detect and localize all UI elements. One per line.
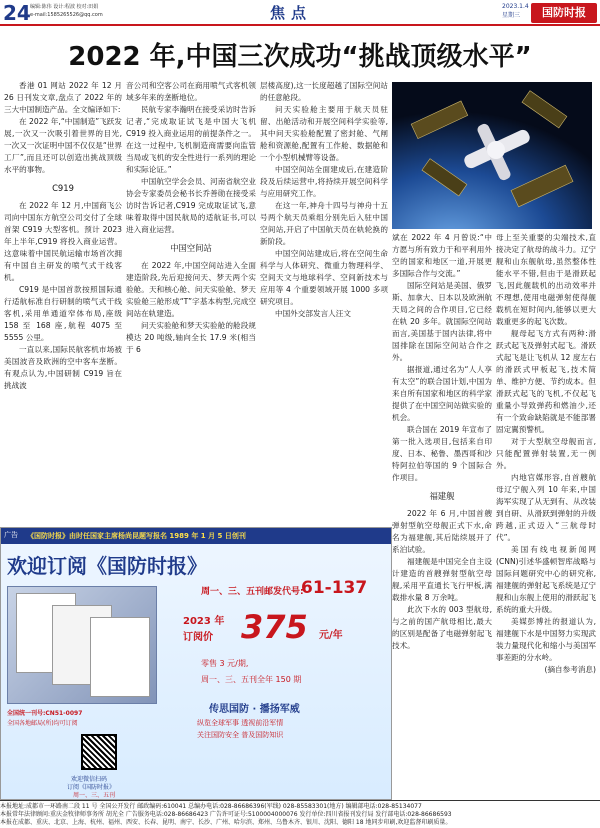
section-title: 焦点 xyxy=(270,4,313,22)
qr-caption-1: 欢迎微信扫码 xyxy=(71,776,108,783)
qr-code-icon xyxy=(81,734,117,770)
qr-caption-2: 订阅《国防时报》 xyxy=(67,784,116,791)
paragraph: 国际空间站是美国、俄罗斯、加拿大、日本以及欧洲航天局之间的合作项目,它已经在轨 20 多年。就国际空间站而言,美国基于国内法律,将中国排除在国际空间站合作之外。 xyxy=(392,281,492,362)
paragraph: 中国外交部发言人汪文 xyxy=(275,309,351,318)
ad-banner-text: 《国防时报》由时任国家主席杨尚昆题写报名 1989 年 1 月 5 日创刊 xyxy=(27,532,246,540)
paragraph: 福建舰是中国完全自主设计建造的首艘弹射型航空母舰,采用平直通长飞行甲板,满载排水量 8 万余吨。 xyxy=(392,557,492,602)
ad-price-unit: 元/年 xyxy=(319,630,343,641)
paragraph: 美媒彭博社的报道认为,福建舰下水是中国努力实现武装力量现代化和缩小与美国军事差距的分水岭。 xyxy=(496,617,596,662)
text-column-1 xyxy=(4,80,122,525)
paragraph: C919 是中国首款按照国际通行适航标准自行研制的喷气式干线客机,采用单通道窄体布局,座级 158 至 168 座,航程 4075 至 5555 公里。 xyxy=(4,285,122,342)
ad-issue-info: 周一、三、五刊邮发代号: xyxy=(201,587,304,597)
paragraph: 据报道,通过名为“人人享有太空”的联合国计划,中国为来自所有国家和地区的科学家提供了在中国空间站做实验的机会。 xyxy=(392,365,492,422)
ad-postal-note: 全国各地邮局(所)均可订阅 xyxy=(7,720,78,727)
paragraph: 中国航空学会会员、河南省航空业协会专家委员会秘书长乔善勋在接受采访时告诉记者,C919 完成取证试飞,意味着取得中国民航局的适航证书,可以进入商业运营。 xyxy=(126,177,256,234)
paragraph: 在 2022 年,中国空间站进入全面建造阶段,先后迎接问天、梦天两个实验舱。天和核心舱、问天实验舱、梦天实验舱三舱形成“T”字基本构型,完成空间站在轨建造。 xyxy=(126,261,256,318)
issue-weekday: 星期三 xyxy=(502,12,521,19)
ad-slogan-1: 传思国防 · 播扬军威 xyxy=(209,704,300,715)
paragraph: 音公司和空客公司在商用喷气式客机领域多年来的垄断地位。 xyxy=(126,81,256,102)
space-station-illustration xyxy=(392,82,592,229)
masthead-logo: 国防时报 xyxy=(531,3,597,23)
text-column-2 xyxy=(126,80,256,525)
paragraph: 此次下水的 003 型航母,与之前的国产航母相比,最大的区别是配备了电磁弹射起飞技术。 xyxy=(392,605,492,650)
ad-slogan-2: 纵览全球军事 透视前沿军情 xyxy=(197,719,284,727)
headline: 2022 年,中国三次成功“挑战顶级水平” xyxy=(68,42,532,72)
paragraph: 母上至关重要的尖端技术,直接决定了航母的战斗力。辽宁舰和山东舰航母,虽然整体性能水平不错,但由于是滑跃起飞,因此舰载机的出动效率并不理想,使用电磁弹射使得舰载机在短时间内,能够以更大载重更多的起飞次数。 xyxy=(496,233,596,326)
ad-year: 2023 年 xyxy=(183,616,225,627)
ad-per-issue: 零售 3 元/期, xyxy=(201,659,249,668)
footer-line-3: 本报在成都、重庆、北京、上海、杭州、福州、西安、长春、昆明、南宁、长沙、广州、哈尔滨、郑州、乌鲁木齐、银川、沈阳、德阳 18 地同步印刷,欢迎监督印刷质量。 xyxy=(0,819,452,826)
ad-tag: 广告 xyxy=(4,531,18,539)
paragraph: 一直以来,国际民航客机市场被美国波音及欧洲的空中客车垄断。有观点认为,中国研制 C919 旨在挑战波 xyxy=(4,345,122,390)
footer-line-1: 本报地址:成都市一环路南二段 11 号 全国公开发行 邮政编码:610041 总编办电话:028-86686396(军线) 028-85583301(地方) 编辑部电话:028-85134077 xyxy=(0,803,422,810)
paragraph: 舰母起飞方式有两种:滑跃式起飞及弹射式起飞。滑跃式起飞是让飞机从 12 度左右的滑跃式甲板起飞,技术简单、维护方便、节约成本。但滑跃式起飞的飞机,不仅起飞重量小导致弹药和燃油少,还有一个致命缺陷就是不能部署固定翼预警机。 xyxy=(496,329,596,434)
newspaper-thumbnails xyxy=(7,586,157,704)
space-station-photo xyxy=(392,82,592,229)
paragraph: 在 2022 年 12 月,中国商飞公司向中国东方航空公司交付了全球首架 C919 大型客机。预计 2023 年上半年,C919 将投入商业运营。这意味着中国民航运输市场首次拥有中国自主研发的喷气式干线客机。 xyxy=(4,201,122,282)
paragraph: 2022 年 6 月,中国首艘弹射型航空母舰正式下水,命名为福建舰,其后陆续展开了系泊试验。 xyxy=(392,509,492,554)
newspaper-thumbnail xyxy=(90,617,150,697)
footer-rule xyxy=(0,800,600,801)
page-number: 24 xyxy=(3,1,31,25)
article-credit: (摘自参考消息) xyxy=(544,665,596,674)
paragraph: 民航专家李瀚明在接受采访时告诉记者,“完成取证试飞是中国大飞机 C919 投入商业运用的前提条件之一。在这一过程中,飞机制造商需要向监管当局或飞机的安全性进行一系列的理论和实际论证。” xyxy=(126,105,256,174)
editors-line: 编辑:陈伟 设计:程波 校对:田娟 xyxy=(30,4,99,10)
subheading-space-station: 中国空间站 xyxy=(170,243,212,253)
ad-welcome: 欢迎订阅《国防时报》 xyxy=(7,554,207,578)
text-column-3 xyxy=(260,80,388,525)
text-column-5 xyxy=(496,232,596,800)
paragraph: 在 2022 年,“中国制造”飞跃发展,一次又一次吸引着世界的目光,一次又一次证明中国不仅仅是“世界工厂”,而且还可以创造出挑战顶级水平的事物。 xyxy=(4,117,122,174)
ad-slogan-3: 关注国防安全 普及国防知识 xyxy=(197,731,284,739)
page-header xyxy=(0,0,600,26)
ad-price: 375 xyxy=(241,608,308,646)
email-line: e-mail:1585265526@qq.com xyxy=(30,12,103,18)
paragraph: 中国空间站全面建成后,在建造阶段及后续运营中,将持续开展空间科学与应用研究工作。 xyxy=(260,165,388,198)
paragraph: 美国有线电视新闻网(CNN)引述华盛顿智库战略与国际问题研究中心的研究称,福建舰的弹射起飞系统是辽宁舰和山东舰上使用的滑跃起飞系统的重大升级。 xyxy=(496,545,596,614)
qr-caption-3: 周一、三、五刊 xyxy=(73,792,116,799)
subheading-fujian-carrier: 福建舰 xyxy=(429,491,455,501)
subscription-ad xyxy=(0,527,392,800)
paragraph: 斌在 2022 年 4 月曾说:“中方愿与所有致力于和平利用外空的国家和地区一道,开展更多国际合作与交流。” xyxy=(392,233,492,278)
issue-date: 2023.1.4 xyxy=(502,3,529,10)
paragraph: 香港 01 网站 2022 年 12 月 26 日刊发文章,盘点了 2022 年的三大中国制造产品。全文编译如下: xyxy=(4,81,122,114)
ad-frequency: 周一、三、五刊全年 150 期 xyxy=(201,675,302,684)
ad-cn-code: 全国统一刊号:CN51-0097 xyxy=(7,710,83,717)
ad-postal-code: 61-137 xyxy=(301,578,368,598)
subheading-c919: C919 xyxy=(52,183,74,193)
paragraph: 问天实验舱和梦天实验舱的舱段规模达 20 吨级,轴向全长 17.9 米(相当于 6 xyxy=(126,321,256,354)
paragraph: 层楼高度),这一长度超越了国际空间站的任意舱段。 xyxy=(260,81,388,102)
paragraph: 对于大型航空母舰而言,只能配置弹射装置,无一例外。 xyxy=(496,437,596,470)
paragraph: 中国空间站建成后,将在空间生命科学与人体研究、微重力物理科学、空间天文与地球科学、空间新技术与应用等 4 个重要领域开展 1000 多项研究项目。 xyxy=(260,249,388,306)
ad-price-label: 订阅价 xyxy=(183,632,213,643)
text-column-4 xyxy=(392,232,492,800)
footer-line-2: 本报常年法律顾问:重庆金牧律师事务所 胡光全 广告服务电话:028-86686423 广告许可证号:5100004000076 发行单位:四川省报刊发行局 发行部电话:028-86686593 xyxy=(0,811,452,818)
paragraph: 问天实验舱主要用于航天员驻留、出舱活动和开展空间科学实验等,其中问天实验舱配置了密封舱、气闸舱和资源舱,配置有工作舱、数据舱和一个小型机械臂等设备。 xyxy=(260,105,388,162)
paragraph: 联合国在 2019 年宣布了第一批入选项目,包括来自印度、日本、秘鲁、墨西哥和沙特阿拉伯等国的 9 个国际合作项目。 xyxy=(392,425,492,482)
paragraph: 内地官媒形容,自首艘航母辽宁舰入列 10 年来,中国海军实现了从无到有、从改装到自研、从滑跃到弹射的升级跨越,正式迈入“三航母时代”。 xyxy=(496,473,596,542)
paragraph: 在这一年,神舟十四号与神舟十五号两个航天员乘组分别先后入驻中国空间站,开启了中国航天员在轨轮换的新阶段。 xyxy=(260,201,388,246)
